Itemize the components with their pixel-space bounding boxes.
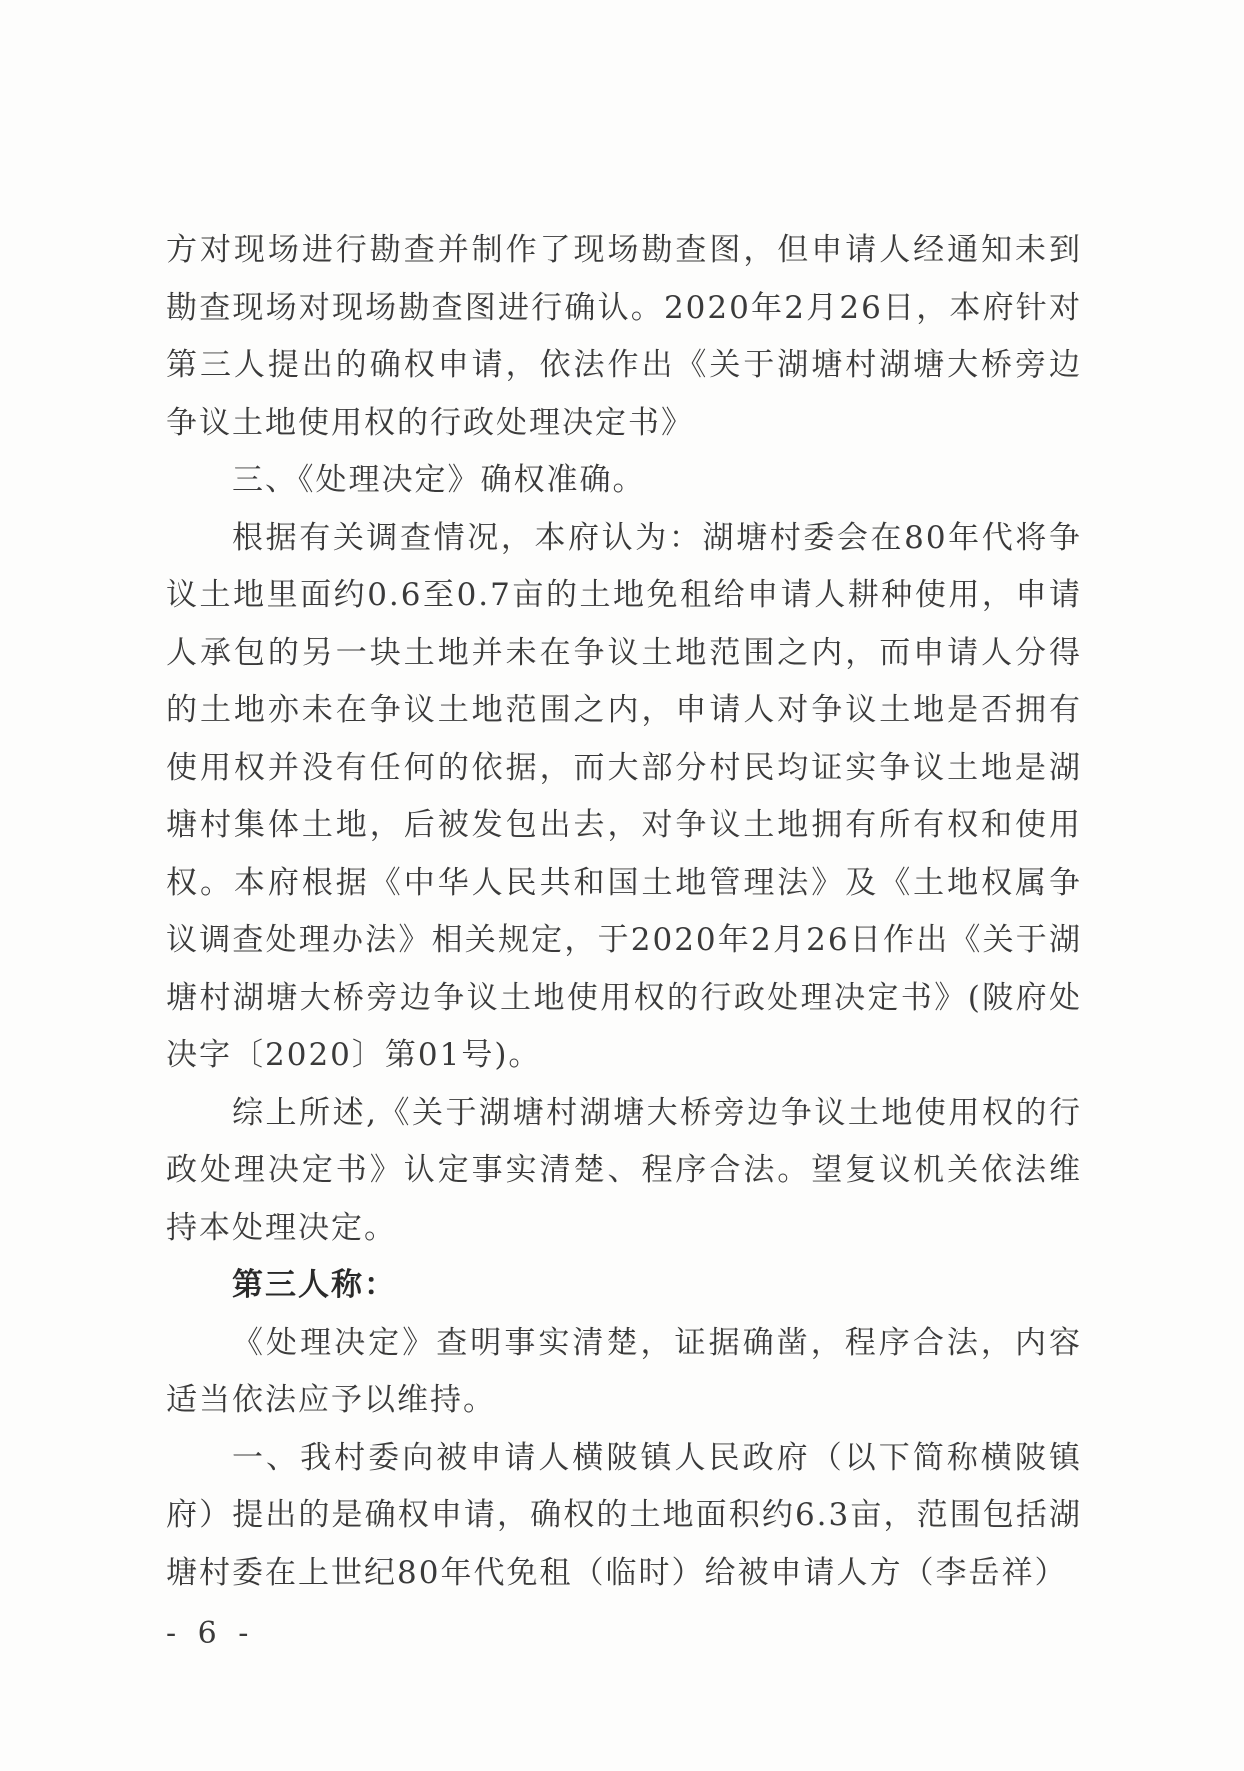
document-body (166, 222, 1082, 1602)
third-party-heading: 第三人称： (232, 1267, 397, 1303)
section-three-heading: 三、《处理决定》确权准确。 (232, 462, 646, 498)
paragraph-continuation: 方对现场进行勘查并制作了现场勘查图，但申请人经通知未到勘查现场对现场勘查图进行确认。2020年2月26日，本府针对第三人提出的确权申请，依法作出《关于湖塘村湖塘大桥旁边争议土地使用权的行政处理决定书》 (166, 232, 1082, 441)
paragraph-point-one: 一、我村委向被申请人横陂镇人民政府（以下简称横陂镇府）提出的是确权申请，确权的土地面积约6.3亩，范围包括湖塘村委在上世纪80年代免租（临时）给被申请人方（李岳祥） (166, 1439, 1082, 1591)
paragraph-third-party-claim: 《处理决定》查明事实清楚，证据确凿，程序合法，内容适当依法应予以维持。 (166, 1324, 1082, 1418)
page-number: - 6 - (166, 1616, 255, 1651)
paragraph-summary: 综上所述,《关于湖塘村湖塘大桥旁边争议土地使用权的行政处理决定书》认定事实清楚、程序合法。望复议机关依法维持本处理决定。 (166, 1094, 1082, 1246)
paragraph-findings: 根据有关调查情况，本府认为：湖塘村委会在80年代将争议土地里面约0.6至0.7亩的土地免租给申请人耕种使用，申请人承包的另一块土地并未在争议土地范围之内，而申请人分得的土地亦未在争议土地范围之内，申请人对争议土地是否拥有使用权并没有任何的依据，而大部分村民均证实争议土地是湖塘村集体土地，后被发包出去，对争议土地拥有所有权和使用权。本府根据《中华人民共和国土地管理法》及《土地权属争议调查处理办法》相关规定，于2020年2月26日作出《关于湖塘村湖塘大桥旁边争议土地使用权的行政处理决定书》(陂府处决字〔2020〕第01号)。 (166, 519, 1082, 1073)
